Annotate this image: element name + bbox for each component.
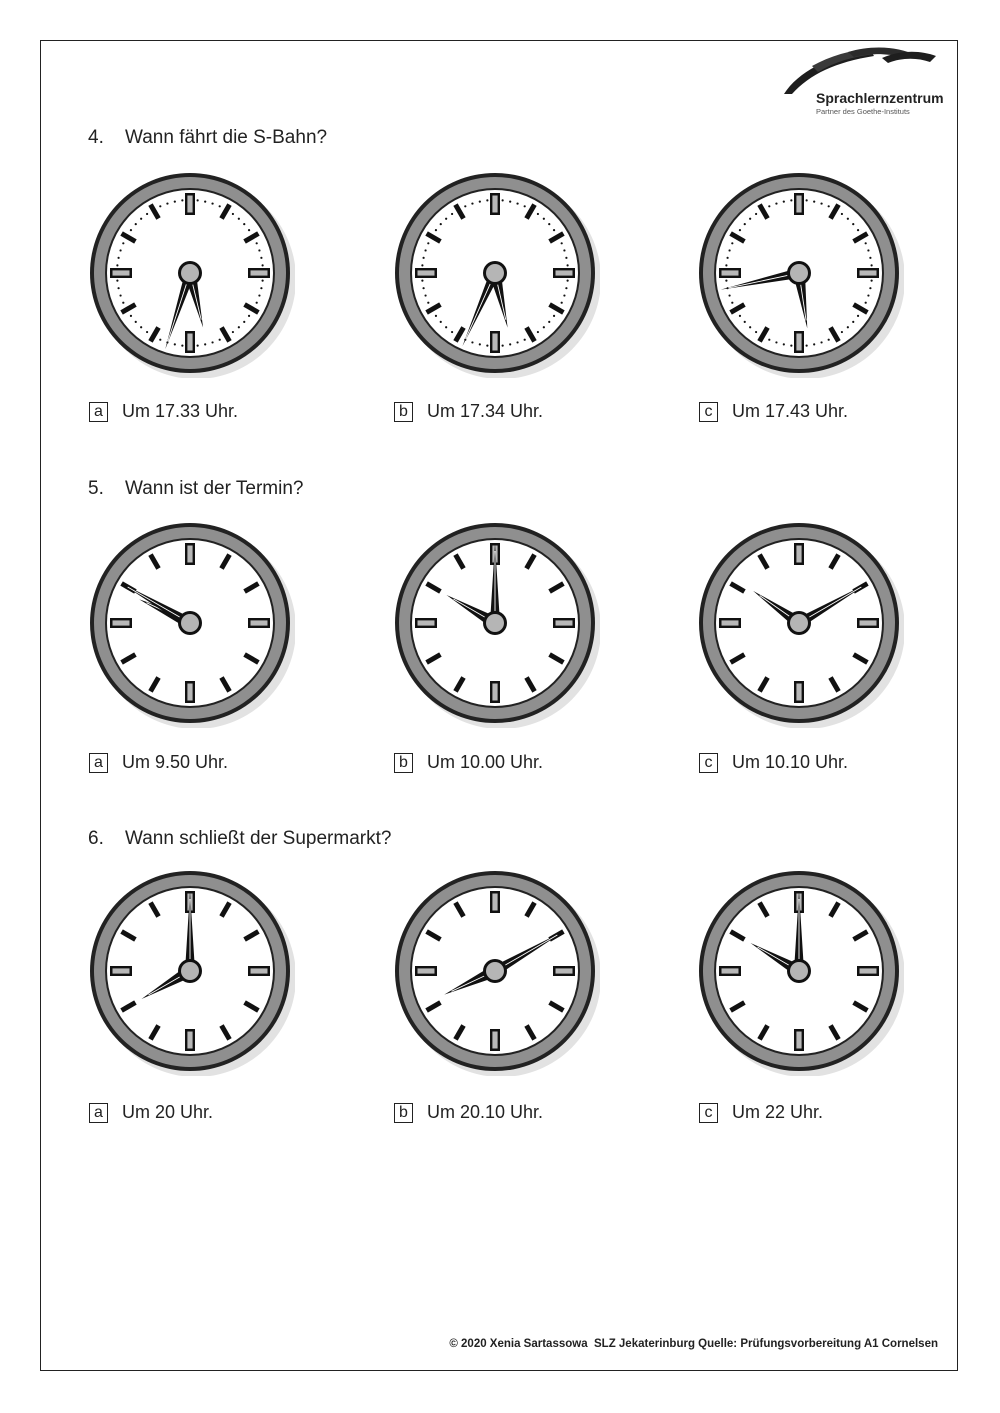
minute-dot (424, 249, 426, 251)
logo (778, 44, 948, 119)
minute-dot (232, 213, 234, 215)
option-4a[interactable] (89, 401, 238, 422)
minute-dot (813, 343, 815, 345)
minute-dot (537, 213, 539, 215)
minute-dot (204, 200, 206, 202)
hour-marker-major (110, 268, 132, 278)
option-6c[interactable] (699, 1102, 823, 1123)
minute-dot (238, 326, 240, 328)
minute-dot (744, 223, 746, 225)
hour-marker-major (857, 966, 879, 976)
hour-marker-major (719, 618, 741, 628)
minute-dot (258, 294, 260, 296)
minute-dot (509, 200, 511, 202)
minute-dot (262, 264, 264, 266)
minute-dot (440, 223, 442, 225)
minute-dot (130, 229, 132, 231)
minute-dot (424, 294, 426, 296)
minute-dot (828, 205, 830, 207)
minute-dot (744, 321, 746, 323)
clock-face (390, 168, 600, 378)
minute-dot (820, 341, 822, 343)
minute-dot (728, 294, 730, 296)
minute-dot (516, 202, 518, 204)
question-text: Wann schließt der Supermarkt? (125, 828, 392, 849)
minute-dot (813, 200, 815, 202)
minute-dot (451, 213, 453, 215)
minute-dot (256, 302, 258, 304)
hour-marker-major (185, 193, 195, 215)
hour-marker-major (553, 268, 575, 278)
minute-dot (116, 264, 118, 266)
minute-dot (258, 249, 260, 251)
minute-dot (422, 287, 424, 289)
clock-face (85, 168, 295, 378)
copyright-footer: © 2020 Xenia Sartassowa SLZ Jekaterinburg Quelle: Prüfungsvorbereitung A1 Cornelsen (449, 1338, 938, 1350)
hour-marker-major (794, 543, 804, 565)
minute-dot (725, 264, 727, 266)
minute-dot (775, 341, 777, 343)
clock-center-cap (790, 264, 808, 282)
hour-marker-major (185, 1029, 195, 1051)
minute-dot (140, 326, 142, 328)
minute-dot (451, 331, 453, 333)
minute-dot (435, 315, 437, 317)
minute-dot (847, 326, 849, 328)
minute-dot (739, 229, 741, 231)
clock-center-cap (181, 614, 199, 632)
minute-dot (516, 341, 518, 343)
clock-center-cap (486, 264, 504, 282)
minute-dot (852, 223, 854, 225)
option-4c[interactable] (699, 401, 848, 422)
minute-dot (726, 257, 728, 259)
minute-dot (464, 205, 466, 207)
minute-dot (445, 326, 447, 328)
hour-marker-major (110, 966, 132, 976)
minute-dot (790, 199, 792, 201)
minute-dot (116, 280, 118, 282)
minute-dot (768, 205, 770, 207)
option-5c[interactable] (699, 752, 848, 773)
hour-marker-major (794, 681, 804, 703)
minute-dot (731, 302, 733, 304)
minute-dot (219, 339, 221, 341)
hour-marker-major (110, 618, 132, 628)
hour-marker-major (719, 268, 741, 278)
option-checkbox[interactable]: c (699, 753, 718, 773)
minute-dot (427, 302, 429, 304)
minute-dot (852, 321, 854, 323)
minute-dot (502, 199, 504, 201)
minute-dot (728, 249, 730, 251)
hour-marker-major (857, 268, 879, 278)
minute-dot (122, 302, 124, 304)
minute-dot (537, 331, 539, 333)
clock-center-cap (486, 962, 504, 980)
minute-dot (174, 343, 176, 345)
minute-dot (524, 205, 526, 207)
minute-dot (543, 326, 545, 328)
minute-dot (117, 257, 119, 259)
hour-marker-major (415, 618, 437, 628)
option-checkbox[interactable]: a (89, 402, 108, 422)
minute-dot (725, 280, 727, 282)
hour-marker-major (415, 268, 437, 278)
minute-dot (509, 343, 511, 345)
clock-center-cap (790, 962, 808, 980)
hour-marker-major (185, 543, 195, 565)
question-number: 4. (88, 127, 104, 148)
minute-dot (427, 242, 429, 244)
option-checkbox[interactable]: a (89, 753, 108, 773)
minute-dot (857, 229, 859, 231)
minute-dot (140, 218, 142, 220)
option-checkbox[interactable]: c (699, 1103, 718, 1123)
minute-dot (749, 326, 751, 328)
minute-dot (166, 202, 168, 204)
minute-dot (543, 218, 545, 220)
minute-dot (471, 341, 473, 343)
minute-dot (865, 302, 867, 304)
hour-marker-major (794, 331, 804, 353)
option-text: Um 17.43 Uhr. (732, 401, 849, 421)
minute-dot (865, 242, 867, 244)
minute-dot (174, 200, 176, 202)
minute-dot (755, 213, 757, 215)
minute-dot (421, 280, 423, 282)
minute-dot (435, 229, 437, 231)
clock-center-cap (181, 264, 199, 282)
minute-dot (563, 249, 565, 251)
minute-dot (548, 321, 550, 323)
clock-face (390, 866, 600, 1076)
question-5 (88, 478, 303, 500)
question-4 (88, 127, 327, 149)
clock-face (694, 518, 904, 728)
question-number: 5. (88, 478, 104, 499)
hour-marker-major (490, 891, 500, 913)
minute-dot (731, 242, 733, 244)
minute-dot (238, 218, 240, 220)
minute-dot (204, 343, 206, 345)
clock-center-cap (181, 962, 199, 980)
clock-center-cap (790, 614, 808, 632)
option-5a[interactable] (89, 752, 228, 773)
question-6 (88, 828, 391, 850)
option-6a[interactable] (89, 1102, 213, 1123)
minute-dot (248, 229, 250, 231)
hour-marker-major (553, 618, 575, 628)
minute-dot (159, 339, 161, 341)
minute-dot (146, 331, 148, 333)
hour-marker-major (185, 681, 195, 703)
minute-dot (243, 223, 245, 225)
option-checkbox[interactable]: b (394, 1103, 413, 1123)
minute-dot (486, 199, 488, 201)
minute-dot (471, 202, 473, 204)
hour-marker-major (794, 193, 804, 215)
minute-dot (260, 287, 262, 289)
minute-dot (871, 264, 873, 266)
minute-dot (563, 294, 565, 296)
minute-dot (871, 280, 873, 282)
minute-dot (122, 242, 124, 244)
option-text: Um 20 Uhr. (122, 1102, 214, 1122)
minute-dot (119, 294, 121, 296)
minute-dot (869, 287, 871, 289)
option-checkbox[interactable]: c (699, 402, 718, 422)
minute-dot (479, 200, 481, 202)
minute-dot (561, 302, 563, 304)
minute-dot (783, 343, 785, 345)
minute-dot (755, 331, 757, 333)
option-text: Um 10.00 Uhr. (427, 752, 544, 772)
hour-marker-major (490, 193, 500, 215)
hour-marker-major (248, 618, 270, 628)
hour-marker-major (794, 1029, 804, 1051)
hour-marker-major (719, 966, 741, 976)
minute-dot (553, 315, 555, 317)
minute-dot (806, 199, 808, 201)
option-text: Um 20.10 Uhr. (427, 1102, 544, 1122)
minute-dot (790, 345, 792, 347)
clock-face (390, 518, 600, 728)
minute-dot (567, 264, 569, 266)
minute-dot (828, 339, 830, 341)
minute-dot (181, 199, 183, 201)
minute-dot (749, 218, 751, 220)
minute-dot (502, 345, 504, 347)
minute-dot (197, 199, 199, 201)
minute-dot (739, 315, 741, 317)
minute-dot (130, 315, 132, 317)
minute-dot (548, 223, 550, 225)
minute-dot (260, 257, 262, 259)
minute-dot (211, 341, 213, 343)
clock-center-cap (486, 614, 504, 632)
minute-dot (421, 264, 423, 266)
minute-dot (841, 331, 843, 333)
minute-dot (146, 213, 148, 215)
minute-dot (119, 249, 121, 251)
minute-dot (806, 345, 808, 347)
minute-dot (867, 294, 869, 296)
question-number: 6. (88, 828, 104, 849)
logo-subtitle: Partner des Goethe-Instituts (816, 107, 910, 116)
minute-dot (445, 218, 447, 220)
option-6b[interactable] (394, 1102, 543, 1123)
minute-dot (486, 345, 488, 347)
logo-arc-icon (778, 44, 948, 94)
question-text: Wann fährt die S-Bahn? (125, 127, 328, 148)
logo-name: Sprachlernzentrum (816, 90, 944, 106)
option-checkbox[interactable]: b (394, 402, 413, 422)
minute-dot (159, 205, 161, 207)
clock-face (85, 518, 295, 728)
hour-marker-major (490, 681, 500, 703)
hour-marker-major (490, 331, 500, 353)
hour-marker-major (553, 966, 575, 976)
clock-face (694, 168, 904, 378)
minute-dot (135, 223, 137, 225)
minute-dot (117, 287, 119, 289)
hour-marker-major (857, 618, 879, 628)
minute-dot (869, 257, 871, 259)
minute-dot (847, 218, 849, 220)
minute-dot (211, 202, 213, 204)
option-4b[interactable] (394, 401, 543, 422)
hour-marker-major (248, 268, 270, 278)
minute-dot (243, 321, 245, 323)
option-text: Um 17.34 Uhr. (427, 401, 544, 421)
minute-dot (181, 345, 183, 347)
option-checkbox[interactable]: a (89, 1103, 108, 1123)
minute-dot (768, 339, 770, 341)
hour-marker-major (185, 331, 195, 353)
minute-dot (820, 202, 822, 204)
minute-dot (135, 321, 137, 323)
minute-dot (561, 242, 563, 244)
minute-dot (783, 200, 785, 202)
minute-dot (440, 321, 442, 323)
option-text: Um 22 Uhr. (732, 1102, 824, 1122)
minute-dot (232, 331, 234, 333)
minute-dot (857, 315, 859, 317)
minute-dot (219, 205, 221, 207)
clock-face (85, 866, 295, 1076)
minute-dot (565, 287, 567, 289)
hour-marker-major (248, 966, 270, 976)
minute-dot (262, 280, 264, 282)
minute-dot (565, 257, 567, 259)
option-text: Um 10.10 Uhr. (732, 752, 849, 772)
minute-dot (248, 315, 250, 317)
option-text: Um 9.50 Uhr. (122, 752, 229, 772)
minute-dot (841, 213, 843, 215)
hour-marker-major (490, 1029, 500, 1051)
option-text: Um 17.33 Uhr. (122, 401, 239, 421)
minute-dot (775, 202, 777, 204)
clock-face (694, 866, 904, 1076)
minute-dot (867, 249, 869, 251)
minute-dot (553, 229, 555, 231)
minute-dot (567, 280, 569, 282)
minute-dot (197, 345, 199, 347)
question-text: Wann ist der Termin? (125, 478, 304, 499)
minute-dot (422, 257, 424, 259)
minute-dot (479, 343, 481, 345)
option-5b[interactable] (394, 752, 543, 773)
hour-marker-major (415, 966, 437, 976)
minute-dot (524, 339, 526, 341)
minute-dot (256, 242, 258, 244)
option-checkbox[interactable]: b (394, 753, 413, 773)
